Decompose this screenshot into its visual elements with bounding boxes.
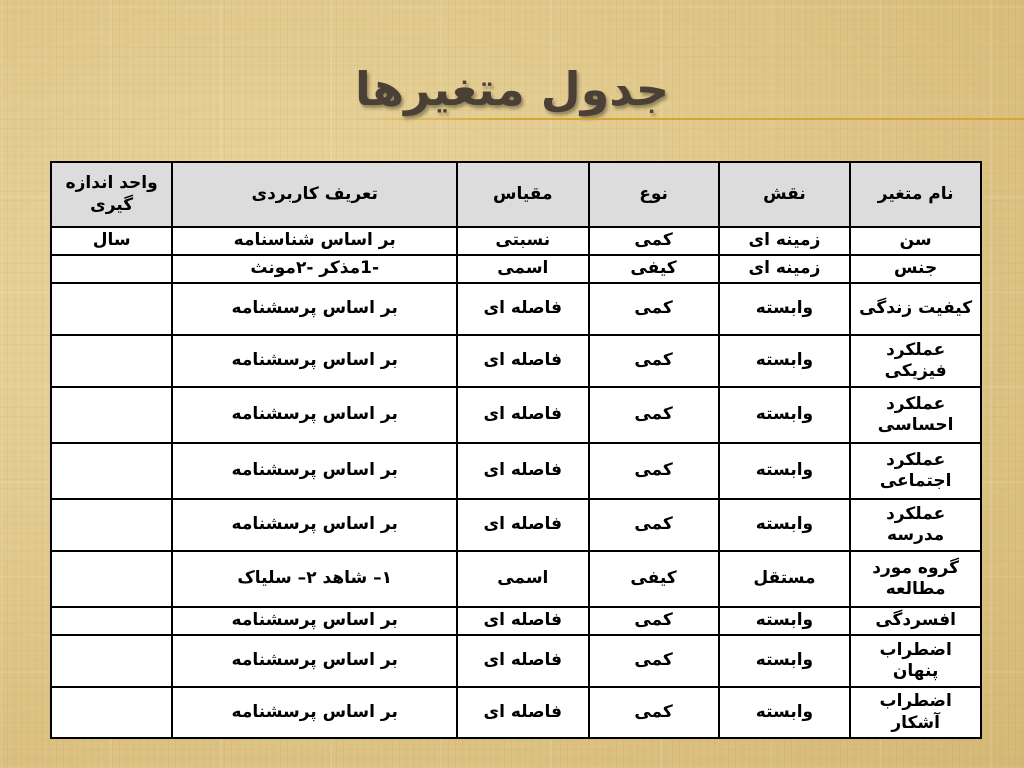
cell-scale: فاصله ای xyxy=(457,687,588,738)
cell-unit xyxy=(51,283,172,335)
cell-definition: بر اساس پرسشنامه xyxy=(172,687,457,738)
cell-role: مستقل xyxy=(719,551,851,607)
cell-scale: فاصله ای xyxy=(457,499,588,551)
cell-role: وابسته xyxy=(719,687,851,738)
table-row xyxy=(51,335,981,387)
cell-scale: فاصله ای xyxy=(457,387,588,443)
cell-kind: کمی xyxy=(589,687,719,738)
cell-unit: سال xyxy=(51,227,172,255)
header-role: نقش xyxy=(719,162,851,227)
cell-unit xyxy=(51,635,172,687)
cell-name: اضطراب پنهان xyxy=(850,635,981,687)
cell-scale: فاصله ای xyxy=(457,607,588,635)
cell-name: عملکرد فیزیکی xyxy=(850,335,981,387)
cell-name: جنس xyxy=(850,255,981,283)
cell-name: سن xyxy=(850,227,981,255)
table-header-row xyxy=(51,162,981,227)
cell-definition: بر اساس پرسشنامه xyxy=(172,607,457,635)
cell-definition: بر اساس پرسشنامه xyxy=(172,387,457,443)
cell-scale: اسمی xyxy=(457,255,588,283)
cell-kind: کیفی xyxy=(589,551,719,607)
cell-name: اضطراب آشکار xyxy=(850,687,981,738)
cell-role: وابسته xyxy=(719,283,851,335)
cell-definition: بر اساس شناسنامه xyxy=(172,227,457,255)
header-unit: واحد اندازه گیری xyxy=(51,162,172,227)
cell-kind: کمی xyxy=(589,227,719,255)
cell-name: عملکرد احساسی xyxy=(850,387,981,443)
header-scale: مقیاس xyxy=(457,162,588,227)
cell-kind: کمی xyxy=(589,387,719,443)
cell-unit xyxy=(51,335,172,387)
cell-role: زمینه ای xyxy=(719,255,851,283)
cell-kind: کیفی xyxy=(589,255,719,283)
cell-name: عملکرد اجتماعی xyxy=(850,443,981,499)
cell-definition: ۱– شاهد ۲– سلیاک xyxy=(172,551,457,607)
cell-name: افسردگی xyxy=(850,607,981,635)
cell-kind: کمی xyxy=(589,607,719,635)
header-definition: تعریف کاربردی xyxy=(172,162,457,227)
cell-role: وابسته xyxy=(719,635,851,687)
table-row xyxy=(51,283,981,335)
cell-kind: کمی xyxy=(589,283,719,335)
cell-role: زمینه ای xyxy=(719,227,851,255)
cell-scale: فاصله ای xyxy=(457,283,588,335)
cell-unit xyxy=(51,387,172,443)
title-underline xyxy=(345,118,1024,120)
cell-definition: بر اساس پرسشنامه xyxy=(172,499,457,551)
cell-role: وابسته xyxy=(719,499,851,551)
variables-table xyxy=(50,161,982,739)
cell-definition: بر اساس پرسشنامه xyxy=(172,635,457,687)
table-row xyxy=(51,551,981,607)
slide-title: جدول متغیرها xyxy=(354,62,670,116)
cell-name: کیفیت زندگی xyxy=(850,283,981,335)
cell-unit xyxy=(51,607,172,635)
cell-scale: فاصله ای xyxy=(457,443,588,499)
cell-unit xyxy=(51,499,172,551)
cell-definition: بر اساس پرسشنامه xyxy=(172,283,457,335)
table-row xyxy=(51,255,981,283)
cell-scale: فاصله ای xyxy=(457,335,588,387)
cell-role: وابسته xyxy=(719,387,851,443)
table-row xyxy=(51,687,981,738)
cell-definition: بر اساس پرسشنامه xyxy=(172,443,457,499)
cell-name: عملکرد مدرسه xyxy=(850,499,981,551)
cell-kind: کمی xyxy=(589,635,719,687)
table-row xyxy=(51,387,981,443)
cell-scale: اسمی xyxy=(457,551,588,607)
cell-name: گروه مورد مطالعه xyxy=(850,551,981,607)
table-row xyxy=(51,607,981,635)
header-name: نام متغیر xyxy=(850,162,981,227)
cell-unit xyxy=(51,255,172,283)
cell-scale: فاصله ای xyxy=(457,635,588,687)
cell-definition: بر اساس پرسشنامه xyxy=(172,335,457,387)
cell-definition: -1مذکر -۲مونث xyxy=(172,255,457,283)
cell-kind: کمی xyxy=(589,335,719,387)
table-row xyxy=(51,635,981,687)
cell-unit xyxy=(51,443,172,499)
cell-role: وابسته xyxy=(719,335,851,387)
cell-scale: نسبتی xyxy=(457,227,588,255)
table-row xyxy=(51,499,981,551)
cell-unit xyxy=(51,687,172,738)
cell-kind: کمی xyxy=(589,443,719,499)
table-row xyxy=(51,227,981,255)
cell-role: وابسته xyxy=(719,443,851,499)
cell-unit xyxy=(51,551,172,607)
cell-kind: کمی xyxy=(589,499,719,551)
header-kind: نوع xyxy=(589,162,719,227)
table-row xyxy=(51,443,981,499)
cell-role: وابسته xyxy=(719,607,851,635)
